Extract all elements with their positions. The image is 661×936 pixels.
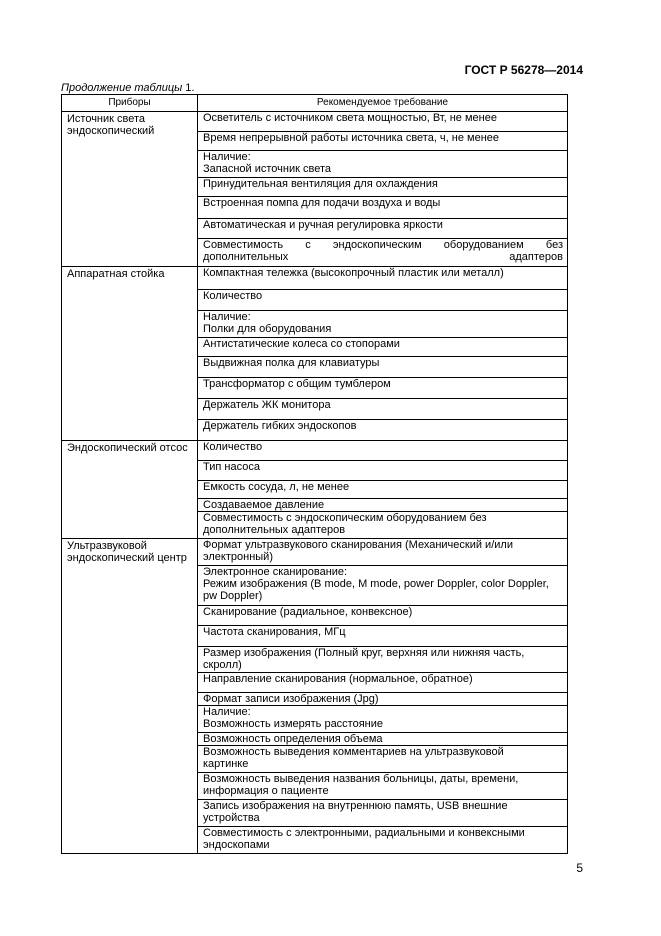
requirement-text: Совместимость с эндоскопическим оборудованием без дополнительных адаптеров — [203, 512, 487, 536]
requirement-cell — [198, 420, 568, 441]
requirement-text: Тип насоса — [203, 461, 260, 473]
device-name-cell: Эндоскопический отсос — [62, 441, 198, 539]
table-row — [62, 539, 568, 566]
requirement-cell — [198, 481, 568, 499]
requirement-text: Формат записи изображения (Jpg) — [203, 693, 379, 705]
requirement-cell — [198, 539, 568, 566]
requirement-cell — [198, 178, 568, 197]
requirement-text: Наличие: Полки для оборудования — [203, 311, 332, 335]
page-number: 5 — [576, 861, 583, 875]
requirement-text: Возможность выведения комментариев на ультразвуковой картинке — [203, 746, 504, 770]
requirement-text: Частота сканирования, МГц — [203, 626, 346, 638]
requirement-text: Размер изображения (Полный круг, верхняя или нижняя часть, скролл) — [203, 647, 525, 671]
requirement-cell — [198, 626, 568, 647]
requirement-text: Формат ультразвукового сканирования (Механический и/или электронный) — [203, 539, 513, 563]
requirement-cell — [198, 733, 568, 746]
requirement-text: Встроенная помпа для подачи воздуха и воды — [203, 197, 441, 209]
requirement-cell — [198, 219, 568, 239]
requirement-cell — [198, 647, 568, 673]
requirement-cell — [198, 290, 568, 311]
table-caption — [61, 82, 194, 94]
requirement-text: Возможность выведения названия больницы, даты, времени, информация о пациенте — [203, 773, 519, 797]
table-row — [62, 112, 568, 132]
caption-label: Продолжение таблицы — [61, 82, 183, 94]
requirement-text: Автоматическая и ручная регулировка яркости — [203, 219, 443, 231]
requirement-text: Емкость сосуда, л, не менее — [203, 481, 350, 493]
table-header-row — [62, 95, 568, 112]
requirement-text: Наличие: Возможность измерять расстояние — [203, 706, 384, 730]
requirement-cell — [198, 512, 568, 539]
requirement-text: Количество — [203, 441, 263, 453]
requirement-text: Сканирование (радиальное, конвексное) — [203, 606, 413, 618]
requirement-cell — [198, 151, 568, 178]
requirement-text: Электронное сканирование: Режим изображения (B mode, M mode, power Doppler, color Doppler, pw Doppler) — [203, 566, 549, 602]
device-name-cell: Источник света эндоскопический — [62, 112, 198, 267]
device-name-cell: Аппаратная стойка — [62, 267, 198, 441]
requirement-cell — [198, 338, 568, 357]
requirement-text: Направление сканирования (нормальное, обратное) — [203, 673, 473, 685]
requirement-cell — [198, 606, 568, 626]
requirement-cell — [198, 499, 568, 512]
requirement-cell — [198, 706, 568, 733]
requirement-cell — [198, 239, 568, 267]
requirement-text: Осветитель с источником света мощностью, Вт, не менее — [203, 112, 497, 124]
requirement-text: Совместимость с эндоскопическим оборудованием без дополнительных адаптеров — [203, 239, 563, 263]
requirement-text: Держатель гибких эндоскопов — [203, 420, 357, 432]
column-header-requirement: Рекомендуемое требование — [198, 95, 568, 112]
requirement-cell — [198, 827, 568, 854]
requirement-text: Трансформатор с общим тумблером — [203, 378, 391, 390]
requirement-cell — [198, 800, 568, 827]
requirement-cell — [198, 461, 568, 481]
requirement-cell — [198, 399, 568, 420]
requirement-cell — [198, 311, 568, 338]
requirement-cell — [198, 441, 568, 461]
requirement-cell — [198, 378, 568, 399]
table-row — [62, 441, 568, 461]
requirement-text: Время непрерывной работы источника света, ч, не менее — [203, 132, 500, 144]
table-row — [62, 267, 568, 290]
requirement-text: Компактная тележка (высокопрочный пластик или металл) — [203, 267, 504, 279]
requirement-cell — [198, 693, 568, 706]
requirement-cell — [198, 566, 568, 606]
device-name-cell: Ультразвуковой эндоскопический центр — [62, 539, 198, 854]
requirement-text: Антистатические колеса со стопорами — [203, 338, 400, 350]
column-header-devices: Приборы — [62, 95, 198, 112]
requirement-text: Создаваемое давление — [203, 499, 325, 511]
requirement-text: Запись изображения на внутреннюю память, USB внешние устройства — [203, 800, 508, 824]
requirement-cell — [198, 132, 568, 151]
requirement-text: Возможность определения объема — [203, 733, 383, 745]
requirement-text: Количество — [203, 290, 263, 302]
requirement-cell — [198, 112, 568, 132]
requirement-cell — [198, 746, 568, 773]
requirement-cell — [198, 773, 568, 800]
requirement-text: Наличие: Запасной источник света — [203, 151, 331, 175]
standard-code: ГОСТ Р 56278—2014 — [464, 63, 583, 77]
requirement-cell — [198, 267, 568, 290]
requirement-cell — [198, 357, 568, 378]
requirement-text: Совместимость с электронными, радиальными и конвексными эндоскопами — [203, 827, 525, 851]
requirement-cell — [198, 673, 568, 693]
requirements-table — [61, 94, 568, 854]
requirement-cell — [198, 197, 568, 219]
caption-number: 1. — [182, 82, 195, 94]
requirement-text: Держатель ЖК монитора — [203, 399, 331, 411]
requirement-text: Принудительная вентиляция для охлаждения — [203, 178, 438, 190]
requirement-text: Выдвижная полка для клавиатуры — [203, 357, 380, 369]
